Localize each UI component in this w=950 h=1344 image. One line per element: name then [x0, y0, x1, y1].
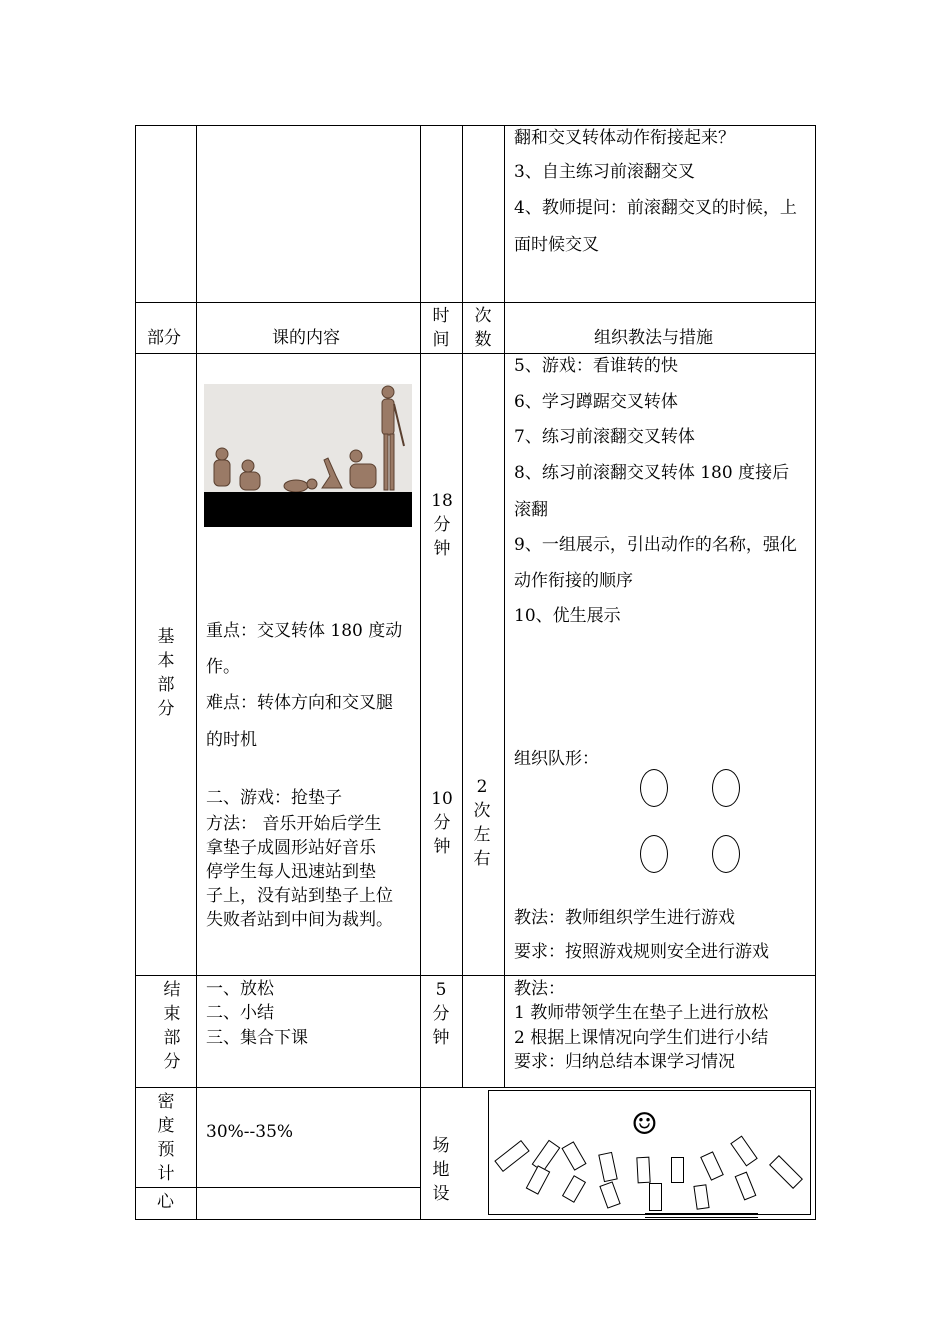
mat [671, 1157, 684, 1183]
next-section-label: 心 [157, 1192, 174, 1212]
game-line: 失败者站到中间为裁判。 [206, 910, 393, 930]
ending-part-label: 结 束 部 分 [163, 980, 181, 1072]
focus-line: 作。 [206, 657, 240, 677]
table-border-top [135, 125, 816, 126]
formation-circle [640, 769, 668, 807]
game-line: 方法： 音乐开始后学生 [206, 814, 382, 834]
game-line: 子上，没有站到垫子上位 [206, 886, 393, 906]
mat [598, 1152, 618, 1182]
mat [649, 1183, 662, 1211]
method-line: 面时候交叉 [514, 235, 599, 255]
formation-circle [712, 769, 740, 807]
mat [636, 1157, 650, 1184]
ending-method: 2 根据上课情况向学生们进行小结 [514, 1028, 769, 1048]
ending-method: 1 教师带领学生在垫子上进行放松 [514, 1003, 769, 1023]
mat [769, 1155, 803, 1189]
density-value: 30%--35% [206, 1122, 294, 1142]
ending-method: 教法： [514, 979, 565, 999]
method-line: 8、练习前滚翻交叉转体 180 度接后 [514, 463, 790, 483]
venue-label: 场 地 设 [432, 1136, 450, 1204]
mat [735, 1172, 757, 1201]
col-divider [420, 125, 421, 1220]
method-line: 3、自主练习前滚翻交叉 [514, 162, 695, 182]
method-line: 10、优生展示 [514, 606, 621, 626]
ending-time: 5 分 钟 [432, 980, 450, 1048]
formation-circle [712, 835, 740, 873]
basic-time-1: 18 分 钟 [431, 491, 453, 559]
col-divider [462, 125, 463, 1088]
game-line: 拿垫子成圆形站好音乐 [206, 838, 376, 858]
col-divider [504, 125, 505, 1088]
method-line: 5、游戏：看谁转的快 [514, 356, 678, 376]
formation-label: 组织队形： [514, 749, 599, 769]
venue-underline [645, 1217, 758, 1218]
row-divider [135, 975, 816, 976]
ending-content: 一、放松 [206, 979, 274, 999]
ending-method: 要求：归纳总结本课学习情况 [514, 1052, 735, 1072]
row-divider [135, 1187, 420, 1188]
difficulty-line: 难点：转体方向和交叉腿 [206, 693, 393, 713]
mat [700, 1151, 724, 1180]
row-divider [135, 1087, 816, 1088]
header-time: 时 间 [432, 306, 450, 350]
col-divider [135, 125, 136, 1220]
mat [526, 1165, 551, 1195]
ending-content: 三、集合下课 [206, 1028, 308, 1048]
venue-diagram [488, 1090, 811, 1215]
header-count: 次 数 [474, 306, 492, 350]
formation-circle [640, 835, 668, 873]
smiley-icon: ☺ [631, 1107, 658, 1142]
photo-floor [204, 492, 412, 527]
game-title: 二、游戏：抢垫子 [206, 788, 342, 808]
basic-part-label: 基 本 部 分 [157, 627, 175, 719]
header-methods: 组织教法与措施 [594, 328, 713, 348]
method-line: 翻和交叉转体动作衔接起来？ [514, 128, 735, 148]
mat [494, 1140, 529, 1172]
density-label: 密 度 预 计 [157, 1092, 175, 1184]
focus-line: 重点：交叉转体 180 度动 [206, 621, 403, 641]
difficulty-line: 的时机 [206, 730, 257, 750]
method-line: 滚翻 [514, 500, 548, 520]
row-divider [135, 302, 816, 303]
header-part: 部分 [147, 328, 181, 348]
col-divider [815, 125, 816, 1220]
row-divider [135, 353, 816, 354]
game-line: 停学生每人迅速站到垫 [206, 862, 376, 882]
method-line: 动作衔接的顺序 [514, 571, 633, 591]
header-content: 课的内容 [272, 328, 340, 348]
table-border-bottom [135, 1219, 816, 1220]
venue-underline [645, 1213, 758, 1214]
mat [693, 1184, 709, 1210]
basic-count-2: 2 次 左 右 [473, 777, 491, 869]
requirement: 要求：按照游戏规则安全进行游戏 [514, 942, 769, 962]
method-line: 9、一组展示，引出动作的名称，强化 [514, 535, 797, 555]
method-line: 4、教师提问：前滚翻交叉的时候，上 [514, 198, 797, 218]
basic-time-2: 10 分 钟 [431, 789, 453, 857]
mat [730, 1136, 758, 1167]
mat [599, 1181, 620, 1208]
exercise-photo [204, 384, 412, 527]
mat [562, 1175, 586, 1203]
ending-content: 二、小结 [206, 1003, 274, 1023]
mat [561, 1141, 586, 1171]
teaching-method: 教法：教师组织学生进行游戏 [514, 908, 735, 928]
method-line: 6、学习蹲踞交叉转体 [514, 392, 678, 412]
col-divider [196, 125, 197, 1220]
method-line: 7、练习前滚翻交叉转体 [514, 427, 695, 447]
